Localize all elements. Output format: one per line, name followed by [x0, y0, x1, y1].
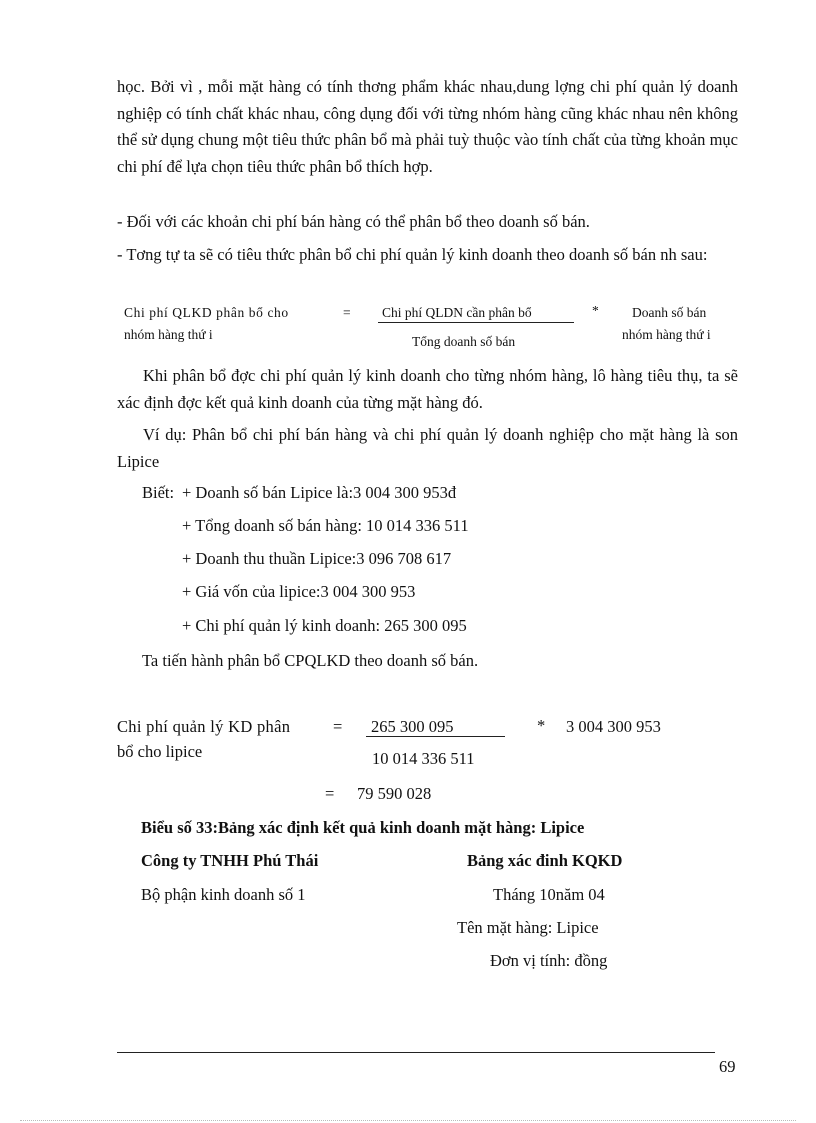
department-name: Bộ phận kinh doanh số 1: [141, 885, 306, 904]
unit-label: Đơn vị tính: đồng: [490, 951, 608, 970]
paragraph-intro: học. Bởi vì , mỗi mặt hàng có tính thơng phẩm khác nhau,dung lợng chi phí quản lý doanh nghiệp có tính chất khác nhau, công dụng đối với từng nhóm hàng cũng khác nhau nên không thể sử dụng chung một tiêu thức phân bổ mà phải tuỳ thuộc vào tính chất của từng khoản mục chi phí để lựa chọn tiêu thức phân bổ thích hợp.: [117, 77, 738, 176]
formula-times: *: [592, 303, 599, 318]
paragraph-selling-costs: - Đối với các khoản chi phí bán hàng có thể phân bổ theo doanh số bán.: [117, 212, 590, 231]
step-text: Ta tiến hành phân bổ CPQLKD theo doanh số bán.: [142, 651, 479, 670]
given-lead: Biết:: [142, 483, 175, 502]
given-item: + Doanh số bán Lipice là:3 004 300 953đ: [182, 483, 457, 502]
formula-rhs-line1: Doanh số bán: [632, 305, 707, 320]
calc-denominator: 10 014 336 511: [372, 749, 475, 768]
footer-rule: [117, 1052, 715, 1053]
calc-numerator: 265 300 095: [371, 717, 454, 736]
calc-times: *: [537, 716, 546, 735]
calc-lhs-line1: Chi phí quản lý KD phân: [117, 717, 291, 736]
report-period: Tháng 10năm 04: [493, 885, 605, 904]
page-edge: [20, 1120, 796, 1121]
calc-equals: =: [333, 717, 343, 736]
result-equals: =: [325, 784, 335, 803]
formula-denominator: Tổng doanh số bán: [412, 334, 516, 349]
formula-rhs-line2: nhóm hàng thứ i: [622, 327, 711, 342]
calc-result: 79 590 028: [357, 784, 432, 803]
formula-lhs-line2: nhóm hàng thứ i: [124, 327, 213, 342]
formula-lhs-line1: Chi phí QLKD phân bổ cho: [124, 305, 289, 320]
calc-lhs-line2: bổ cho lipice: [117, 742, 203, 761]
given-item: + Tổng doanh số bán hàng: 10 014 336 511: [182, 516, 469, 535]
calc-fraction-bar: [366, 736, 505, 737]
item-name: Tên mặt hàng: Lipice: [457, 918, 599, 937]
page-number: 69: [719, 1057, 736, 1076]
paragraph-allocation-criterion: - Tơng tự ta sẽ có tiêu thức phân bổ chi phí quản lý kinh doanh theo doanh số bán nh sau:: [117, 245, 708, 264]
paragraph-allocation-result: Khi phân bổ đợc chi phí quản lý kinh doanh cho từng nhóm hàng, lô hàng tiêu thụ, ta sẽ xác định đợc kết quả kinh doanh của từng mặt hàng đó.: [117, 366, 738, 412]
calc-multiplier: 3 004 300 953: [566, 717, 661, 736]
table-title: Biểu số 33:Bảng xác định kết quả kinh doanh mặt hàng: Lipice: [141, 818, 585, 837]
formula-equals: =: [343, 305, 351, 320]
given-item: + Giá vốn của lipice:3 004 300 953: [182, 582, 416, 601]
given-item: + Doanh thu thuần Lipice:3 096 708 617: [182, 549, 452, 568]
formula-numerator: Chi phí QLDN cần phân bổ: [382, 305, 532, 320]
given-item: + Chi phí quản lý kinh doanh: 265 300 095: [182, 616, 467, 635]
fraction-bar: [378, 322, 574, 323]
report-title: Bảng xác đinh KQKD: [467, 851, 623, 870]
company-name: Công ty TNHH Phú Thái: [141, 851, 319, 870]
paragraph-example: Ví dụ: Phân bổ chi phí bán hàng và chi phí quản lý doanh nghiệp cho mặt hàng là son Lipice: [117, 425, 738, 471]
